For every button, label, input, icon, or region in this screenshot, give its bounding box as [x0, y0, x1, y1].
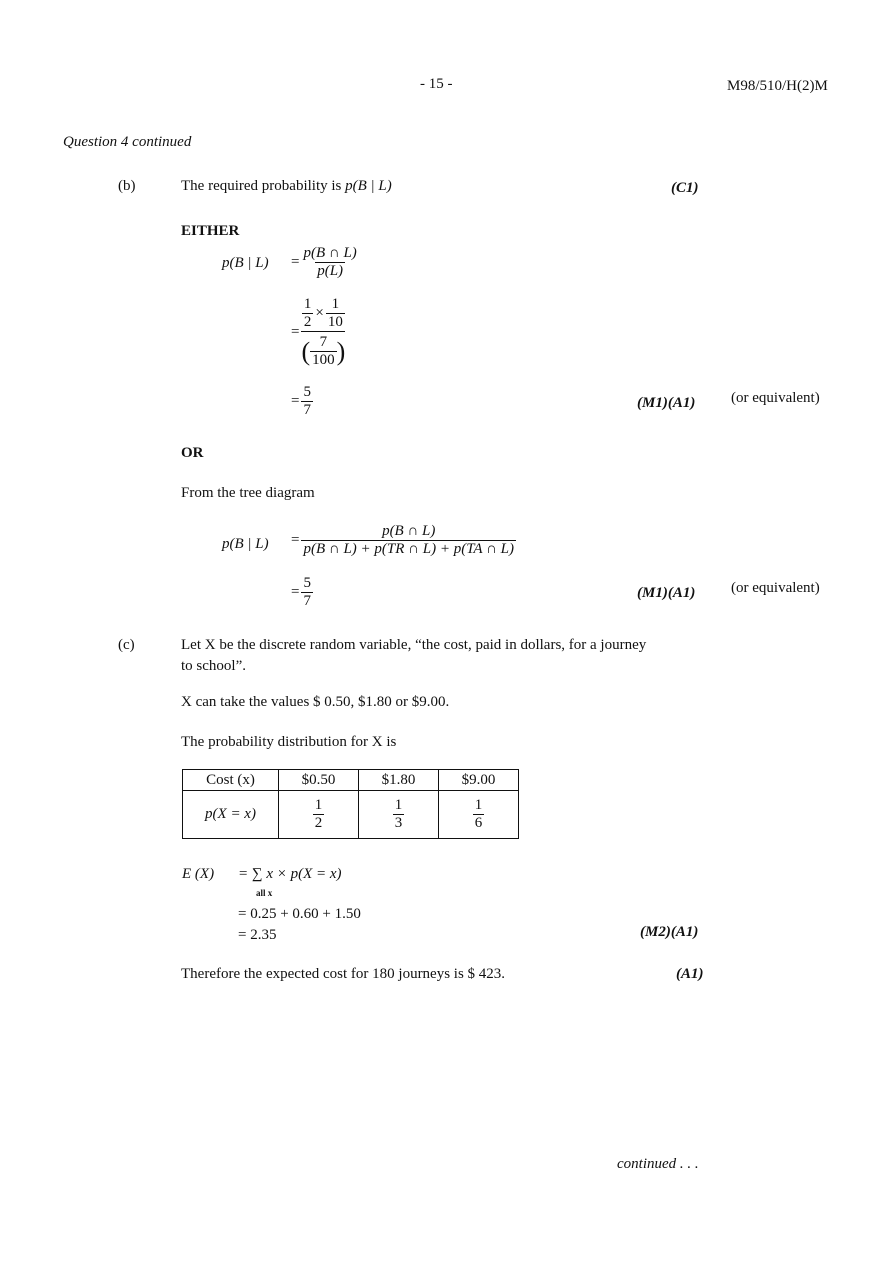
- or-lhs: p(B | L): [222, 536, 269, 552]
- eq5-den: 7: [303, 593, 311, 609]
- mark-m2a1: (M2)(A1): [640, 924, 699, 940]
- eq1-numerator: p(B ∩ L): [303, 245, 357, 261]
- either-eq3: = $\frac{5}{7}$: [291, 384, 311, 418]
- document-code: M98/510/H(2)M: [727, 78, 828, 94]
- prob-den: 6: [474, 815, 483, 831]
- expectation-lhs: E (X): [182, 866, 215, 882]
- note-or-equivalent-first: (or equivalent): [731, 390, 820, 406]
- sum-subscript: all x: [256, 888, 273, 898]
- prob-den: 2: [314, 815, 323, 831]
- note-or-equivalent-second: (or equivalent): [731, 580, 820, 596]
- page-number: - 15 -: [420, 76, 453, 92]
- eq2-b-num: 1: [331, 296, 340, 312]
- eq2-a-num: 1: [303, 296, 312, 312]
- part-b-intro: [181, 178, 392, 195]
- table-header-row: [183, 770, 519, 791]
- table-cell: [279, 791, 359, 839]
- question-heading: Question 4 continued: [63, 134, 192, 150]
- continued-footer: continued . . .: [617, 1156, 699, 1172]
- eq4-numerator: p(B ∩ L): [382, 523, 436, 539]
- eq2-b-den: 10: [327, 314, 343, 330]
- tree-diagram-text: From the tree diagram: [181, 485, 315, 501]
- part-b-intro-expr: p(B | L): [345, 178, 392, 194]
- table-header-cell: Cost (x): [183, 770, 279, 791]
- conclusion-text: Therefore the expected cost for 180 journeys is $ 423.: [181, 966, 506, 982]
- table-cell: [439, 791, 519, 839]
- or-heading: OR: [181, 445, 204, 461]
- part-c-line2: to school”.: [181, 658, 246, 674]
- expectation-eq1: = ∑ x × p(X = x): [238, 866, 342, 882]
- mark-m1a1-second: (M1)(A1): [637, 585, 696, 601]
- prob-num: 1: [474, 797, 483, 813]
- mark-m1a1-first: (M1)(A1): [637, 395, 696, 411]
- part-b-label: (b): [118, 178, 136, 194]
- eq2-a-den: 2: [303, 314, 312, 330]
- distribution-line: The probability distribution for X is: [181, 734, 397, 750]
- mark-c1: (C1): [671, 180, 699, 196]
- values-line: X can take the values $ 0.50, $1.80 or $9.00.: [181, 694, 450, 710]
- either-eq1: = $\frac{p(B \cap L)}{p(L)}$: [291, 245, 357, 279]
- table-row: [183, 791, 519, 839]
- prob-num: 1: [394, 797, 403, 813]
- table-cell: [359, 791, 439, 839]
- table-header-cell: $9.00: [439, 770, 519, 791]
- eq2-times: ×: [315, 305, 324, 321]
- eq3-num: 5: [303, 384, 311, 400]
- or-eq5: = $\frac{5}{7}$: [291, 575, 311, 609]
- either-lhs: p(B | L): [222, 255, 269, 271]
- expectation-eq2: = 0.25 + 0.60 + 1.50: [238, 906, 361, 922]
- either-eq2: = $\frac{1}{2}$ × $\frac{1}{10}$ ( $\frac{7}{100}$ ): [291, 296, 346, 368]
- eq4-denominator: p(B ∩ L) + p(TR ∩ L) + p(TA ∩ L): [303, 541, 514, 557]
- or-eq4: = $\frac{p(B \cap L)}{p(B \cap L) + p(TR \cap L) + p(TA \cap L)}$: [291, 523, 514, 557]
- eq3-den: 7: [303, 402, 311, 418]
- expectation-eq3: = 2.35: [238, 927, 277, 943]
- either-heading: EITHER: [181, 223, 240, 239]
- eq2-c-num: 7: [319, 334, 328, 350]
- eq2-c-den: 100: [312, 352, 335, 368]
- part-c-line1: Let X be the discrete random variable, “the cost, paid in dollars, for a journey: [181, 637, 647, 653]
- table-row-label: p(X = x): [183, 791, 279, 839]
- eq5-num: 5: [303, 575, 311, 591]
- prob-num: 1: [314, 797, 323, 813]
- part-b-intro-text: The required probability is: [181, 178, 342, 194]
- part-c-label: (c): [118, 637, 135, 653]
- eq1-denominator: p(L): [317, 263, 344, 279]
- probability-table: [182, 769, 519, 839]
- table-header-cell: $0.50: [279, 770, 359, 791]
- prob-den: 3: [394, 815, 403, 831]
- mark-a1: (A1): [676, 966, 704, 982]
- table-header-cell: $1.80: [359, 770, 439, 791]
